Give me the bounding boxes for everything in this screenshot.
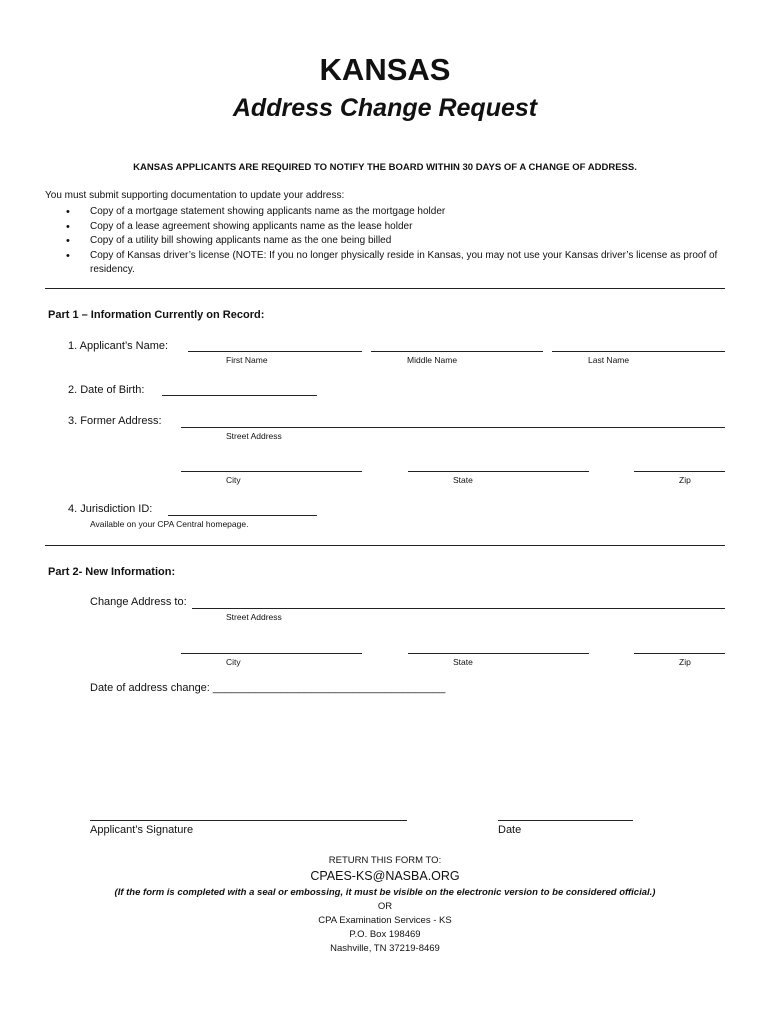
signature-label: Applicant’s Signature xyxy=(90,824,194,836)
middle-name-field[interactable] xyxy=(371,351,543,352)
list-item: • Copy of a utility bill showing applicants name as the one being billed xyxy=(66,234,726,249)
former-street-field[interactable] xyxy=(181,427,725,428)
dob-label: 2. Date of Birth: xyxy=(68,384,145,396)
former-city-field[interactable] xyxy=(181,471,362,472)
intro-text: You must submit supporting documentation to update your address: xyxy=(45,190,345,201)
list-item: • Copy of a mortgage statement showing applicants name as the mortgage holder xyxy=(66,205,726,220)
last-name-caption: Last Name xyxy=(588,355,630,365)
new-city-field[interactable] xyxy=(181,653,362,654)
org-name: CPA Examination Services - KS xyxy=(318,915,452,926)
last-name-field[interactable] xyxy=(552,351,725,352)
or-text: OR xyxy=(377,901,393,912)
date-change-field[interactable]: Date of address change: ______________________________________ xyxy=(90,682,446,694)
new-street-field[interactable] xyxy=(192,608,725,609)
zip-caption: Zip xyxy=(679,475,691,485)
email-address[interactable]: CPAES-KS@NASBA.ORG xyxy=(310,869,460,883)
city-caption: City xyxy=(226,475,241,485)
divider xyxy=(45,288,725,289)
po-box: P.O. Box 198469 xyxy=(349,929,421,940)
date-field[interactable] xyxy=(498,820,633,821)
dob-field[interactable] xyxy=(162,395,317,396)
signature-field[interactable] xyxy=(90,820,407,821)
part1-heading: Part 1 – Information Currently on Record: xyxy=(48,309,265,321)
change-address-label: Change Address to: xyxy=(90,596,187,608)
form-subtitle: Address Change Request xyxy=(232,94,538,122)
city-caption: City xyxy=(226,657,241,667)
state-caption: State xyxy=(453,475,473,485)
notice-text: KANSAS APPLICANTS ARE REQUIRED TO NOTIFY THE BOARD WITHIN 30 DAYS OF A CHANGE OF ADDRESS. xyxy=(133,162,637,173)
list-item: • Copy of a lease agreement showing applicants name as the lease holder xyxy=(66,220,726,235)
applicant-name-label: 1. Applicant’s Name: xyxy=(68,340,169,352)
document-list xyxy=(66,205,726,278)
part2-heading: Part 2- New Information: xyxy=(48,566,176,578)
former-address-label: 3. Former Address: xyxy=(68,415,162,427)
state-caption: State xyxy=(453,657,473,667)
new-zip-field[interactable] xyxy=(634,653,725,654)
return-text: RETURN THIS FORM TO: xyxy=(328,855,442,866)
former-state-field[interactable] xyxy=(408,471,589,472)
middle-name-caption: Middle Name xyxy=(407,355,458,365)
former-zip-field[interactable] xyxy=(634,471,725,472)
list-item: • Copy of Kansas driver’s license (NOTE: If you no longer physically reside in Kansas, you may not use your Kansas driver’s license as proof of residency. xyxy=(66,249,726,278)
first-name-field[interactable] xyxy=(188,351,362,352)
city-state-zip: Nashville, TN 37219-8469 xyxy=(330,943,440,954)
seal-note: (If the form is completed with a seal or embossing, it must be visible on the electronic version to be considered official.) xyxy=(114,887,656,898)
jurisdiction-label: 4. Jurisdiction ID: xyxy=(68,503,153,515)
jurisdiction-note: Available on your CPA Central homepage. xyxy=(90,519,249,529)
zip-caption: Zip xyxy=(679,657,691,667)
first-name-caption: First Name xyxy=(226,355,268,365)
date-label: Date xyxy=(498,824,522,836)
jurisdiction-field[interactable] xyxy=(168,515,317,516)
street-caption: Street Address xyxy=(226,431,282,441)
new-state-field[interactable] xyxy=(408,653,589,654)
street-caption: Street Address xyxy=(226,612,282,622)
page-title: KANSAS xyxy=(319,52,451,87)
divider xyxy=(45,545,725,546)
